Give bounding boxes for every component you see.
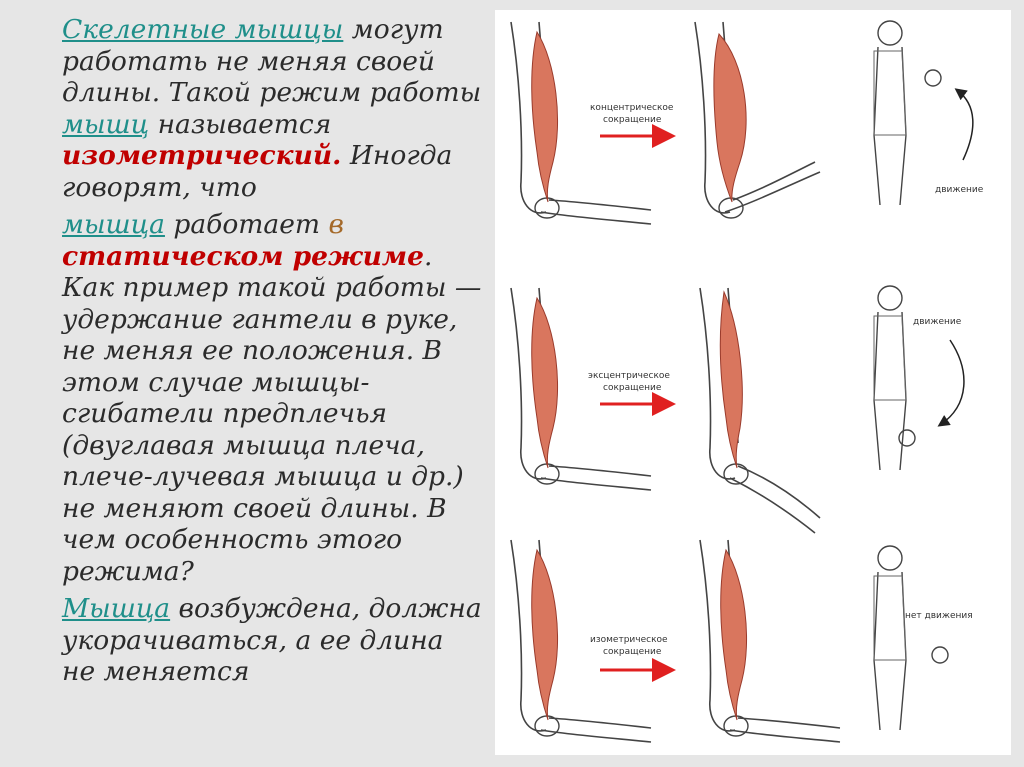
label-no-movement: нет движения [905,611,973,621]
movement-arrow-icon [957,90,973,160]
term-isometric: изометрический. [62,140,342,171]
label-concentric-line2: сокращение [603,115,662,125]
link-muscles[interactable]: мышц [62,108,150,140]
text-span: возбуждена, должна укорачиваться, а ее длина не меняется [62,593,482,687]
dumbbell-icon [899,430,915,446]
paragraph-2 [62,209,482,587]
label-movement-2: движение [913,317,962,327]
row-concentric [511,21,984,224]
movement-arrow-icon [940,340,964,425]
text-span: Иногда говорят, что [62,140,453,203]
dumbbell-icon [925,70,941,86]
contraction-illustration [495,10,1011,755]
row-eccentric [511,286,964,533]
link-skeletal-muscles[interactable]: Скелетные мышцы [62,14,344,45]
link-muscle-2[interactable]: Мышца [62,593,171,624]
term-static-mode: статическом режиме [62,240,424,272]
label-concentric-line1: концентрическое [590,103,674,113]
text-span: могут работать не меняя своей длины. Такой режим работы [62,14,482,108]
paragraph-3 [62,593,482,688]
label-movement-1: движение [935,185,984,195]
label-eccentric-line1: эксцентрическое [588,371,670,381]
text-span: работает [164,209,329,240]
text-span: называется [149,108,332,140]
link-muscle[interactable]: мышца [62,209,165,240]
text-span: . Как пример такой работы — удержание гантели в руке, не меняя ее положения. В этом случае мышцы-сгибатели предплечья (двуглавая мышца плеча, плече-лучевая мышца и др.) не меняют своей длины. В чем особенность этого режима? [62,240,482,587]
paragraph-1 [62,14,482,203]
label-isometric-line2: сокращение [603,647,662,657]
dumbbell-icon [932,647,948,663]
muscle-contraction-figure [495,10,1011,755]
text-column [62,14,482,694]
label-isometric-line1: изометрическое [590,635,668,645]
text-span: в [328,209,344,240]
row-isometric [511,540,973,742]
label-eccentric-line2: сокращение [603,383,662,393]
